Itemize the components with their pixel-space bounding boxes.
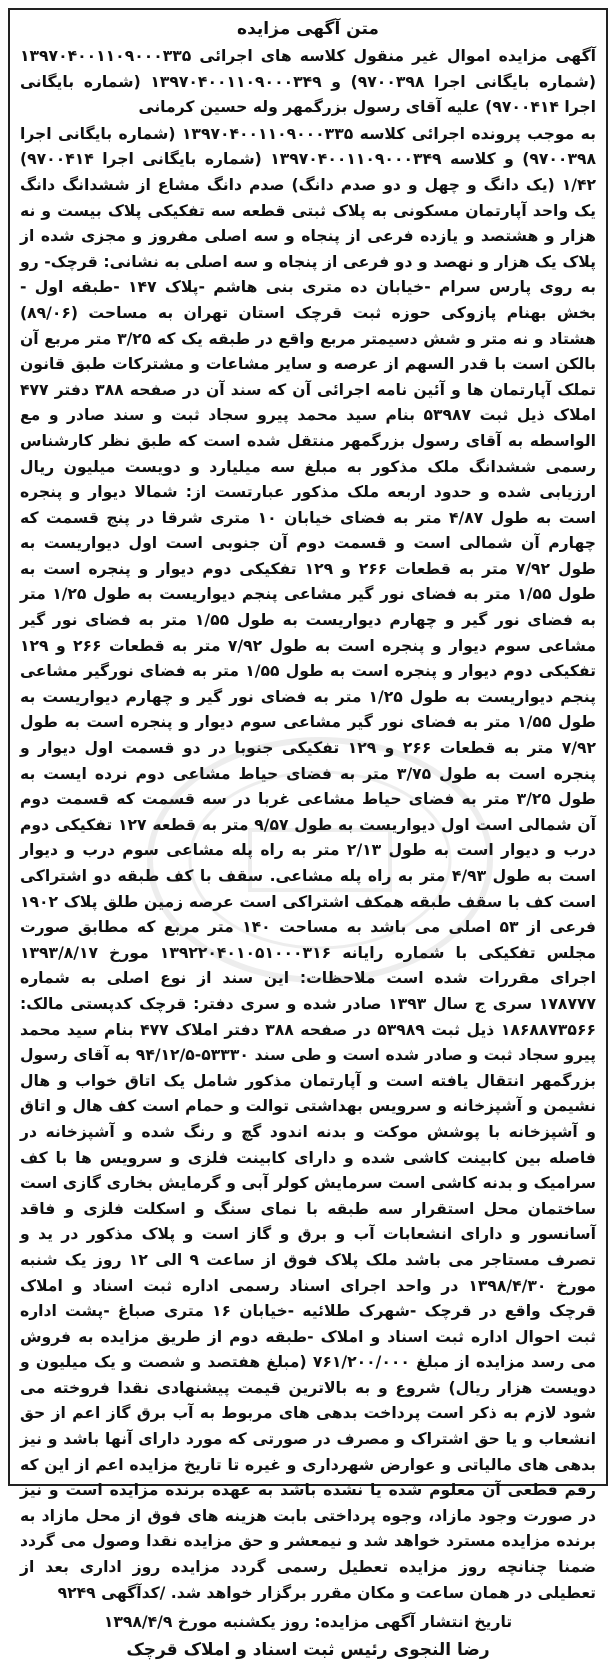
signature: رضا النجوی رئیس ثبت اسناد و املاک قرچک [126,1639,490,1660]
notice-title: متن آگهی مزایده [237,19,379,39]
auction-notice [8,8,608,1660]
notice-intro: آگهی مزایده اموال غیر منقول کلاسه های اجرائی ۱۳۹۷۰۴۰۰۱۱۰۹۰۰۰۳۳۵ (شماره بایگانی اجرا ۹۷۰۰۳۹۸) و ۱۳۹۷۰۴۰۰۱۱۰۹۰۰۰۳۴۹ (شماره بایگانی اجرا ۹۷۰۰۴۱۴) علیه آقای رسول بزرگمهر وله حسین کرمانی [20,47,596,117]
publish-date: تاریخ انتشار آگهی مزایده: روز یکشنبه مورخ ۱۳۹۸/۴/۹ [103,1613,513,1632]
notice-body: به موجب پرونده اجرائی کلاسه ۱۳۹۷۰۴۰۰۱۱۰۹۰۰۰۳۳۵ (شماره بایگانی اجرا ۹۷۰۰۳۹۸) و کلاسه ۱۳۹۷۰۴۰۰۱۱۰۹۰۰۰۳۴۹ (شماره بایگانی اجرا ۹۷۰۰۴۱۴) ۱/۴۲ (یک دانگ و چهل و دو صدم دانگ) صدم دانگ مشاع از ششدانگ دانگ یک واحد آپارتمان مسکونی به پلاک ثبتی قطعه سه تفکیکی پلاک بیست و نه هزار و هشتصد و یازده فرعی از پنجاه و سه اصلی مفروز و مجزی شده از پلاک یک هزار و نهصد و دو فرعی از پنجاه و سه اصلی به نشانی: قرچک- رو به روی پارس سرام -خیابان ده متری بنی هاشم -پلاک ۱۴۷ -طبقه اول - بخش بهنام پازوکی حوزه ثبت قرچک استان تهران به مساحت (۸۹/۰۶) هشتاد و نه متر و شش دسیمتر مربع واقع در طبقه یک که ۳/۲۵ متر مربع آن بالکن است با قدر السهم از عرصه و سایر مشاعات و مشترکات طبق قانون تملک آپارتمان ها و آئین نامه اجرائی آن که سند آن در صفحه ۳۸۸ دفتر ۴۷۷ املاک ذیل ثبت ۵۳۹۸۷ بنام سید محمد پیرو سجاد ثبت و سند صادر و مع الواسطه به آقای رسول بزرگمهر منتقل شده است که طبق نظر کارشناس رسمی ششدانگ ملک مذکور به مبلغ سه میلیارد و دویست میلیون ریال ارزیابی شده و حدود اربعه ملک مذکور عبارتست از: شمالا دیوار و پنجره است به طول ۴/۸۷ متر به فضای خیابان ۱۰ متری شرقا در پنج قسمت که چهارم آن شمالی است و قسمت دوم آن جنوبی است اول دیواریست به طول ۷/۹۲ متر به قطعات ۲۶۶ و ۱۲۹ تفکیکی دوم دیوار و پنجره است به طول ۱/۵۵ متر به فضای نور گیر مشاعی پنجم دیواریست به طول ۱/۲۵ متر به فضای نور گیر و چهارم دیواریست به طول ۱/۵۵ متر به فضای نور گیر مشاعی سوم دیوار و پنجره است به طول ۷/۹۲ متر به قطعات ۲۶۶ و ۱۲۹ تفکیکی دوم دیوار و پنجره است به طول ۱/۵۵ متر به فضای نورگیر مشاعی پنجم دیواریست به طول ۱/۲۵ متر به فضای نور گیر و چهارم دیواریست به طول ۱/۵۵ متر به فضای نور گیر مشاعی سوم دیوار و پنجره است به طول ۷/۹۲ متر به قطعات ۲۶۶ و ۱۲۹ تفکیکی جنوبا در دو قسمت اول دیوار و پنجره است به طول ۳/۷۵ متر به فضای حیاط مشاعی دوم نرده ایست به طول ۳/۲۵ متر به فضای حیاط مشاعی غربا در سه قسمت که قسمت دوم آن شمالی است اول دیواریست به طول ۹/۵۷ متر به قطعه ۱۲۷ تفکیکی دوم درب و دیوار است به طول ۲/۱۳ متر به راه پله مشاعی سوم درب و دیوار است به طول ۴/۹۳ متر به راه پله مشاعی. سقف با کف طبقه دو اشتراکی است کف با سقف طبقه همکف اشتراکی است عرصه زمین طلق پلاک ۱۹۰۲ فرعی از ۵۳ اصلی می باشد به مساحت ۱۴۰ متر مربع که مطابق صورت مجلس تفکیکی با شماره رایانه ۱۳۹۲۲۰۴۰۱۰۵۱۰۰۰۳۱۶ مورخ ۱۳۹۳/۸/۱۷ اجرای مقررات شده است ملاحظات: این سند از نوع اصلی به شماره ۱۷۸۷۷۷ سری ج سال ۱۳۹۳ صادر شده و سری دفتر: قرچک کدپستی مالک: ۱۸۶۸۸۷۳۵۶۶ ذیل ثبت ۵۳۹۸۹ در صفحه ۳۸۸ دفتر املاک ۴۷۷ بنام سید محمد پیرو سجاد ثبت و صادر شده است و طی سند ۵۳۳۳۰-۹۴/۱۲/۵ به آقای رسول بزرگمهر انتقال یافته است و آپارتمان مذکور شامل یک اتاق خواب و هال نشیمن و آشپزخانه و سرویس بهداشتی توالت و حمام است کف هال و اتاق و آشپزخانه با پوشش موکت و بدنه اندود گچ و رنگ شده و آشپزخانه در فاصله بین کابینت کاشی شده و دارای کابینت فلزی و سرویس ها با کف سرامیک و بدنه کاشی است سرمایش کولر آبی و گرمایش بخاری گازی است ساختمان محل استقرار سه طبقه با نمای سنگ و اسکلت فلزی و فاقد آسانسور و دارای انشعابات آب و برق و گاز است و پلاک مذکور در ید و تصرف مستاجر می باشد ملک پلاک فوق از ساعت ۹ الی ۱۲ روز یک شنبه مورخ ۱۳۹۸/۴/۳۰ در واحد اجرای اسناد رسمی اداره ثبت اسناد و املاک قرچک واقع در قرچک -شهرک طلائیه -خیابان ۱۶ متری صباغ -پشت اداره ثبت احوال اداره ثبت اسناد و املاک -طبقه دوم از طریق مزایده به فروش می رسد مزایده از مبلغ ۷۶۱/۲۰۰/۰۰۰ (مبلغ هفتصد و شصت و یک میلیون و دویست هزار ریال) شروع و به بالاترین قیمت پیشنهادی نقدا فروخته می شود لازم به ذکر است پرداخت بدهی های مربوط به آب برق گاز اعم از حق انشعاب و یا حق اشتراک و مصرف در صورتی که مورد دارای آنها باشد و نیز بدهی های مالیاتی و عوارض شهرداری و غیره تا تاریخ مزایده اعم از این که رقم قطعی آن معلوم شده یا نشده باشد به عهده برنده مزایده است و نیز در صورت وجود مازاد، وجوه پرداختی بابت هزینه های فوق از محل مازاد به برنده مزایده مسترد خواهد شد و نیمعشر و حق مزایده نقدا وصول می گردد ضمنا چنانچه روز مزایده تعطیل رسمی گردد مزایده روز اداری بعد از تعطیلی در همان ساعت و مکان مقرر برگزار خواهد شد. /کدآگهی ۹۲۴۹ [20,124,597,1602]
